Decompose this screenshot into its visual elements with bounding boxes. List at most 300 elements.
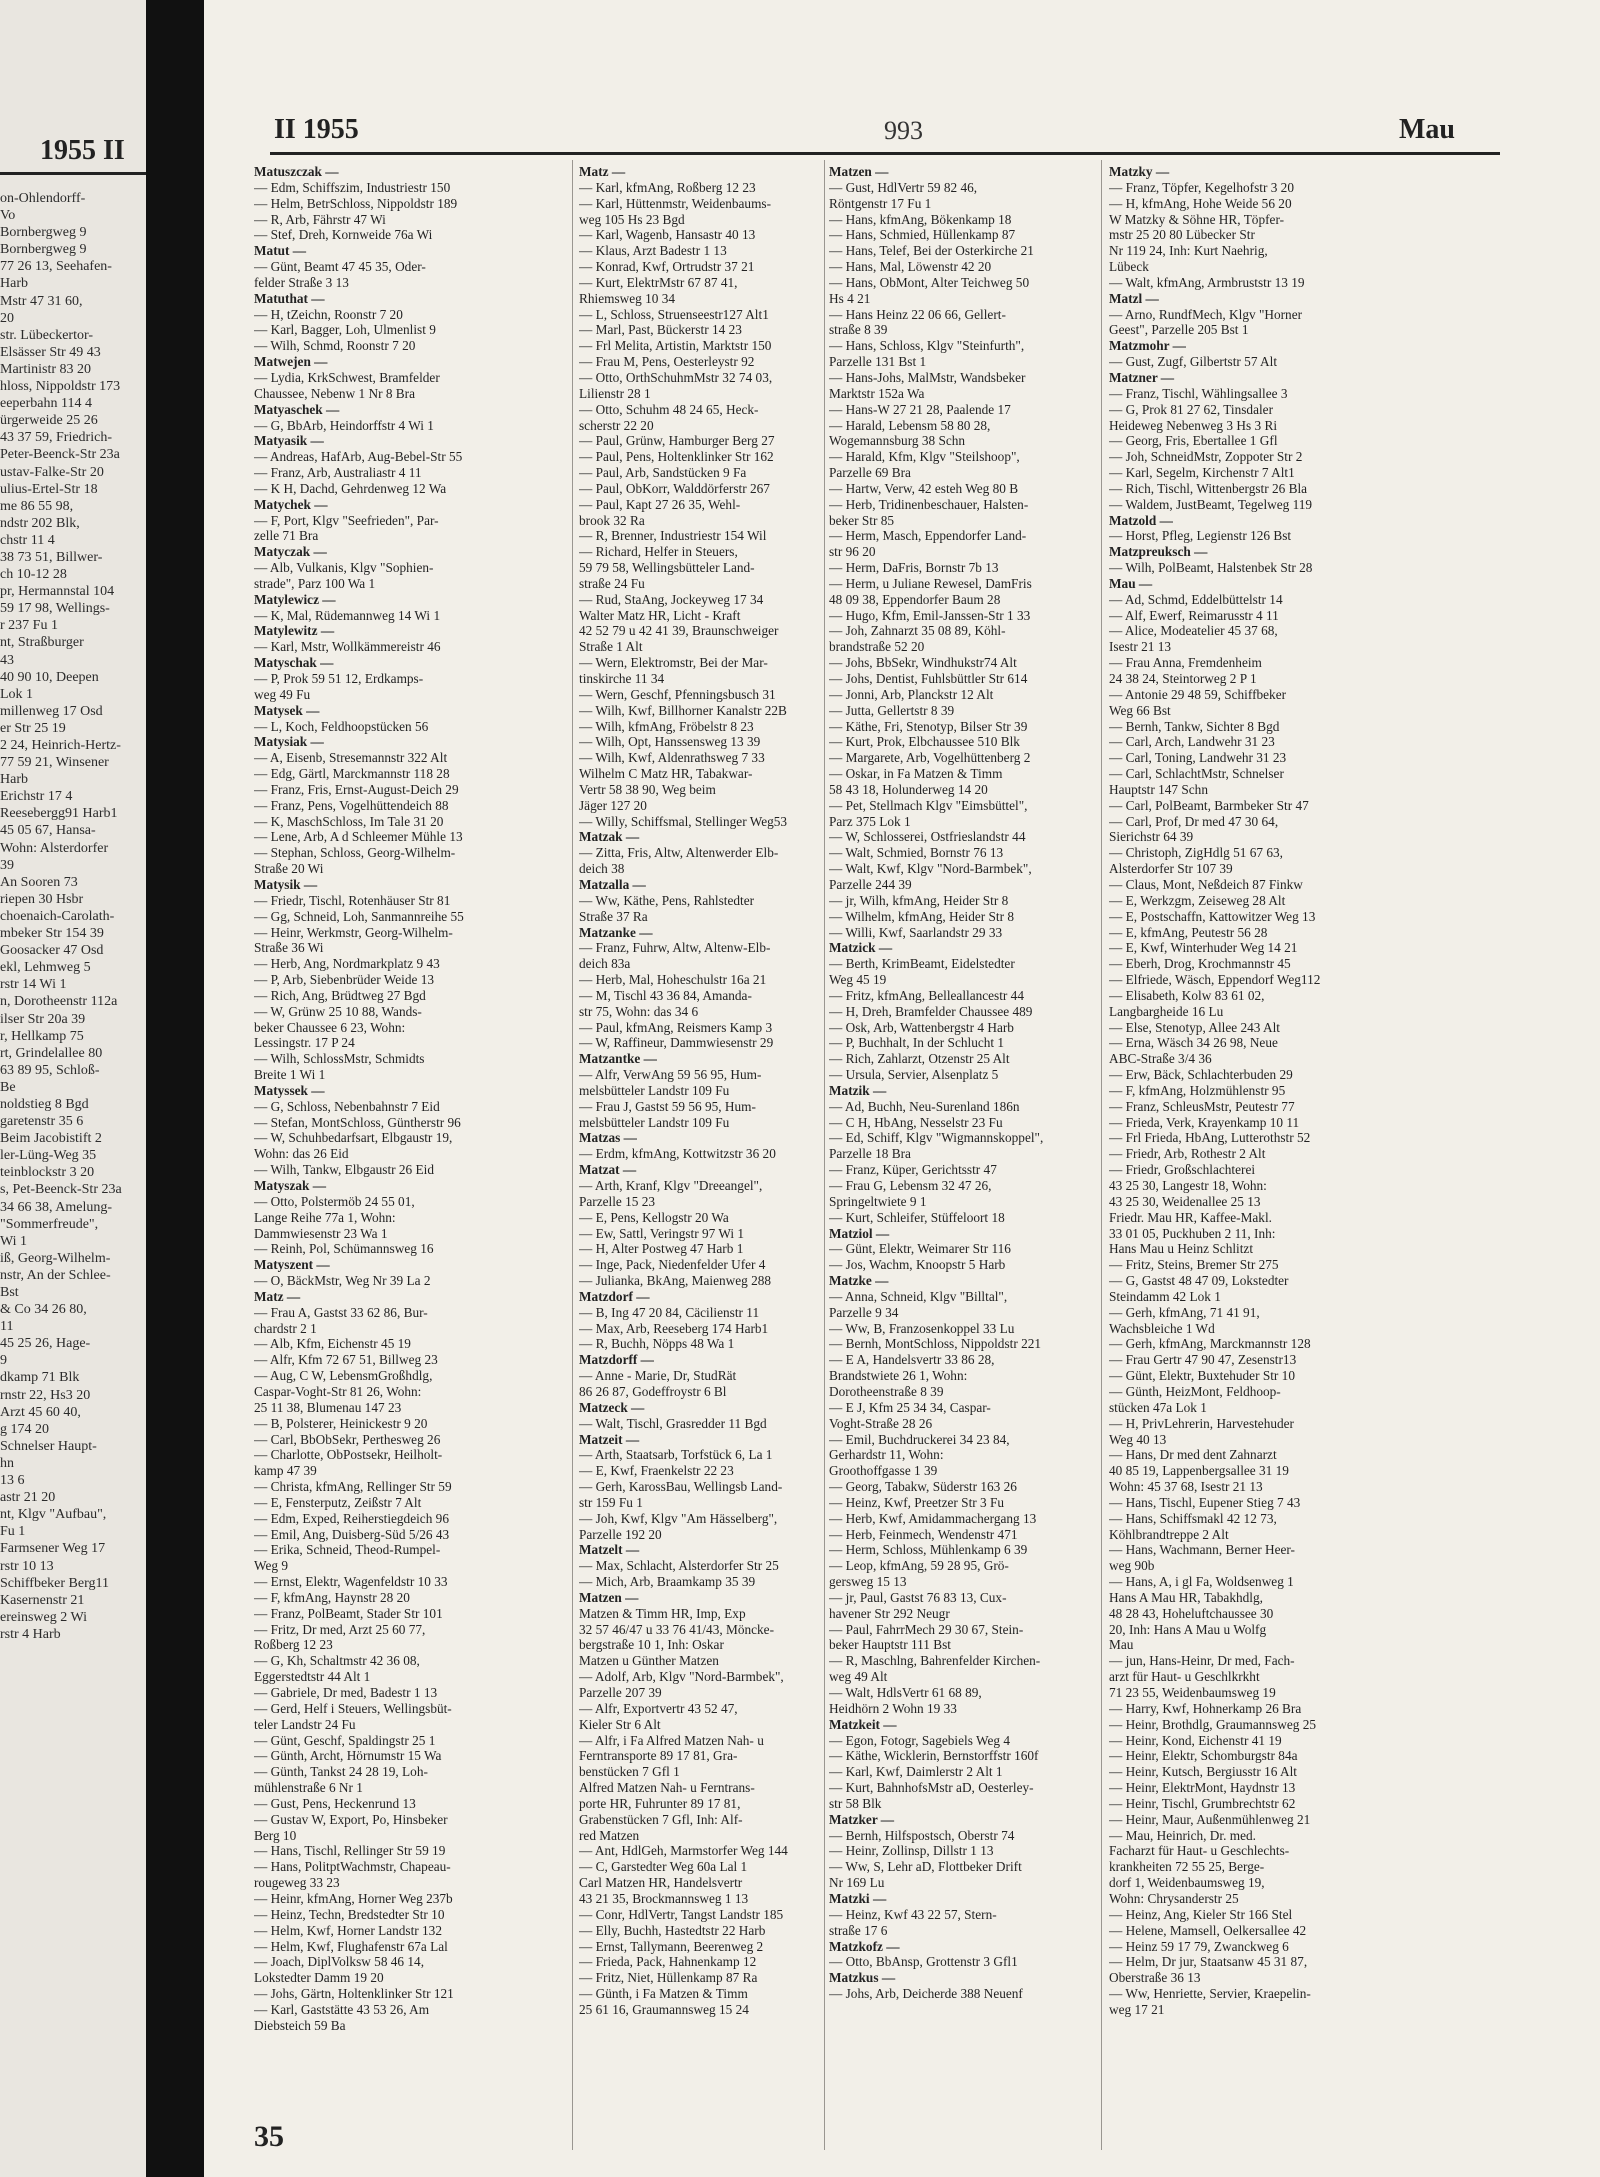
surname-heading: Matyczak — (254, 544, 327, 560)
directory-entry-line: — Günth, Archt, Hörnumstr 15 Wa (254, 1748, 442, 1764)
left-page-line: Vo (0, 208, 16, 224)
directory-entry-line: — Leop, kfmAng, 59 28 95, Grö- (829, 1558, 1009, 1574)
directory-entry-line: — Horst, Pfleg, Legienstr 126 Bst (1109, 528, 1292, 544)
directory-entry-line: — Else, Stenotyp, Allee 243 Alt (1109, 1019, 1281, 1035)
directory-entry-line: — Richard, Helfer in Steuers, (579, 544, 738, 560)
directory-entry-line: zelle 71 Bra (254, 528, 319, 544)
directory-entry-line: — Charlotte, ObPostsekr, Heilholt- (254, 1447, 443, 1463)
left-page-line: Harb (0, 276, 28, 292)
directory-entry-line: — Franz, Töpfer, Kegelhofstr 3 20 (1109, 179, 1294, 195)
directory-entry-line: — Harry, Kwf, Hohnerkamp 26 Bra (1109, 1700, 1302, 1716)
surname-heading: Matzki — (829, 1890, 887, 1906)
surname-heading: Matzat — (579, 1162, 637, 1178)
directory-entry-line: — Ant, HdlGeh, Marmstorfer Weg 144 (579, 1843, 788, 1859)
directory-entry-line: Parzelle 9 34 (829, 1304, 899, 1320)
directory-entry-line: — Otto, Polstermöb 24 55 01, (254, 1193, 415, 1209)
directory-page (204, 0, 1600, 2177)
directory-entry-line: — Bernh, MontSchloss, Nippoldstr 221 (829, 1336, 1042, 1352)
left-page-line: nt, Klgv "Aufbau", (0, 1507, 107, 1523)
directory-entry-line: W Matzky & Söhne HR, Töpfer- (1109, 211, 1285, 227)
directory-entry-line: Straße 1 Alt (579, 639, 643, 655)
left-page-line: Bst (0, 1285, 19, 1300)
surname-heading: Matzkeit — (829, 1716, 897, 1732)
directory-entry-line: — Wilh, Tankw, Elbgaustr 26 Eid (254, 1162, 434, 1178)
directory-entry-line: Ferntransporte 89 17 81, Gra- (579, 1748, 738, 1764)
directory-entry-line: — Wilh, Opt, Hanssensweg 13 39 (579, 734, 761, 750)
directory-entry-line: — Arno, RundfMech, Klgv "Horner (1109, 306, 1303, 322)
directory-entry-line: Marktstr 152a Wa (829, 385, 925, 401)
directory-entry-line: — Hans, Schloss, Klgv "Steinfurth", (829, 338, 1025, 354)
directory-entry-line: — Joh, Zahnarzt 35 08 89, Köhl- (829, 623, 1006, 639)
directory-entry-line: — G, Prok 81 27 62, Tinsdaler (1109, 401, 1274, 417)
directory-entry-line: — Alfr, Kfm 72 67 51, Billweg 23 (254, 1352, 438, 1368)
directory-entry-line: beker Hauptstr 111 Bst (829, 1637, 951, 1653)
left-page-fragment (0, 0, 146, 2177)
left-page-line: pr, Hermannstal 104 (0, 584, 115, 600)
directory-entry-line: — Hans, Schiffsmakl 42 12 73, (1109, 1510, 1277, 1526)
directory-entry-line: — Reinh, Pol, Schümannsweg 16 (254, 1241, 434, 1257)
left-page-line: dkamp 71 Blk (0, 1370, 80, 1386)
directory-entry-line: Oberstraße 36 13 (1109, 1970, 1201, 1986)
directory-entry-line: — M, Tischl 43 36 84, Amanda- (579, 987, 752, 1003)
directory-entry-line: — Fritz, kfmAng, Belleallancestr 44 (829, 987, 1024, 1003)
surname-heading: Matzak — (579, 829, 640, 845)
directory-entry-line: — Gerh, kfmAng, 71 41 91, (1109, 1304, 1260, 1320)
directory-entry-line: — Herm, Masch, Eppendorfer Land- (829, 528, 1027, 544)
page-year: II 1955 (274, 114, 359, 145)
directory-entry-line: — Adolf, Arb, Klgv "Nord-Barmbek", (579, 1669, 784, 1685)
directory-entry-line: Lange Reihe 77a 1, Wohn: (254, 1209, 396, 1225)
directory-entry-line: — Andreas, HafArb, Aug-Bebel-Str 55 (254, 449, 463, 465)
surname-heading: Matzen — (829, 164, 889, 179)
left-page-line: 45 05 67, Hansa- (0, 823, 96, 839)
directory-entry-line: — E, Postschaffn, Kattowitzer Weg 13 (1109, 908, 1316, 924)
left-page-line: 45 25 26, Hage- (0, 1336, 91, 1352)
directory-entry-line: — Wilh, Kwf, Billhorner Kanalstr 22B (579, 702, 787, 718)
directory-entry-line: — Heinz, Kwf, Preetzer Str 3 Fu (829, 1494, 1005, 1510)
directory-entry-line: — Bernh, Hilfspostsch, Oberstr 74 (829, 1827, 1015, 1843)
left-page-line: r, Hellkamp 75 (0, 1028, 84, 1044)
surname-heading: Matysek — (254, 702, 320, 718)
directory-entry-line: Wohn: Chrysanderstr 25 (1109, 1890, 1239, 1906)
directory-entry-line: — Erna, Wäsch 34 26 98, Neue (1109, 1035, 1278, 1051)
directory-entry-line: — Helm, Kwf, Flughafenstr 67a Lal (254, 1938, 448, 1954)
left-page-line: hloss, Nippoldstr 173 (0, 379, 121, 395)
left-page-line: "Sommerfreude", (0, 1216, 99, 1232)
directory-entry-line: — Gg, Schneid, Loh, Sanmannreihe 55 (254, 908, 464, 924)
directory-entry-line: — Herm, u Juliane Rewesel, DamFris (829, 575, 1032, 591)
surname-heading: Matyaschek — (254, 401, 340, 417)
directory-entry-line: straße 8 39 (829, 322, 888, 338)
directory-entry-line: — Alb, Vulkanis, Klgv "Sophien- (254, 560, 434, 576)
directory-entry-line: — Mau, Heinrich, Dr. med. (1109, 1827, 1256, 1843)
surname-heading: Matz — (579, 164, 626, 179)
directory-entry-line: — F, kfmAng, Holzmühlenstr 95 (1109, 1082, 1286, 1098)
left-page-lines (0, 190, 146, 1643)
directory-entry-line: — Otto, Schuhm 48 24 65, Heck- (579, 401, 759, 417)
directory-entry-line: Kieler Str 6 Alt (579, 1716, 661, 1732)
directory-entry-line: — Inge, Pack, Niedenfelder Ufer 4 (579, 1257, 766, 1273)
directory-entry-line: — Gabriele, Dr med, Badestr 1 13 (254, 1685, 438, 1700)
directory-entry-line: — Johs, Arb, Deicherde 388 Neuenf (829, 1986, 1023, 2002)
left-page-line: 9 (0, 1353, 7, 1369)
left-page-line: Wi 1 (0, 1233, 28, 1249)
surname-heading: Matzeck — (579, 1399, 645, 1415)
directory-entry-line: — Eberh, Drog, Krochmannstr 45 (1109, 956, 1291, 972)
directory-entry-line: weg 49 Alt (829, 1669, 888, 1685)
left-page-line: 63 89 95, Schloß- (0, 1062, 100, 1078)
directory-entry-line: — Günth, HeizMont, Feldhoop- (1109, 1383, 1281, 1399)
directory-entry-line: — Paul, FahrrMech 29 30 67, Stein- (829, 1621, 1024, 1637)
directory-entry-line: deich 38 (579, 861, 625, 877)
directory-entry-line: 25 11 38, Blumenau 147 23 (254, 1399, 402, 1415)
directory-entry-line: — O, BäckMstr, Weg Nr 39 La 2 (254, 1273, 431, 1289)
directory-entry-line: Heideweg Nebenweg 3 Hs 3 Ri (1109, 417, 1278, 433)
directory-entry-line: Parz 375 Lok 1 (829, 813, 911, 829)
directory-entry-line: — Frl Frieda, HbAng, Lutterothstr 52 (1109, 1130, 1311, 1146)
directory-entry-line: tinskirche 11 34 (579, 671, 665, 686)
directory-entry-line: rougeweg 33 23 (254, 1875, 340, 1891)
directory-entry-line: Vertr 58 38 90, Weg beim (579, 781, 716, 797)
directory-entry-line: 32 57 46/47 u 33 76 41/43, Möncke- (579, 1621, 775, 1637)
directory-entry-line: — Walt, Tischl, Grasredder 11 Bgd (579, 1415, 767, 1431)
directory-entry-line: — Hans, Schmied, Hüllenkamp 87 (829, 227, 1016, 243)
left-page-line: Harb (0, 772, 28, 788)
directory-entry-line: — R, Buchh, Nöpps 48 Wa 1 (579, 1336, 735, 1352)
left-page-line: ekl, Lehmweg 5 (0, 960, 91, 976)
directory-entry-line: — Arth, Kranf, Klgv "Dreeangel", (579, 1178, 763, 1193)
directory-entry-line: — Kurt, Schleifer, Stüffeloort 18 (829, 1209, 1005, 1225)
directory-entry-line: — Carl, SchlachtMstr, Schnelser (1109, 766, 1284, 782)
directory-entry-line: — Klaus, Arzt Badestr 1 13 (579, 243, 727, 259)
directory-entry-line: mstr 25 20 80 Lübecker Str (1109, 227, 1255, 243)
directory-entry-line: — Käthe, Wicklerin, Bernstorffstr 160f (829, 1748, 1039, 1764)
directory-entry-line: 24 38 24, Steintorweg 2 P 1 (1109, 671, 1257, 686)
directory-entry-line: — Ad, Buchh, Neu-Surenland 186n (829, 1098, 1020, 1114)
directory-entry-line: — K, Mal, Rüdemannweg 14 Wi 1 (254, 607, 441, 623)
directory-entry-line: — Ursula, Servier, Alsenplatz 5 (829, 1067, 999, 1083)
directory-entry-line: teler Landstr 24 Fu (254, 1716, 356, 1732)
directory-entry-line: — W, Grünw 25 10 88, Wands- (254, 1003, 422, 1019)
directory-entry-line: — E J, Kfm 25 34 34, Caspar- (829, 1399, 991, 1415)
directory-entry-line: — Stefan, MontSchloss, Güntherstr 96 (254, 1114, 461, 1130)
directory-entry-line: — Franz, SchleusMstr, Peutestr 77 (1109, 1098, 1295, 1114)
directory-entry-line: — Wilh, SchlossMstr, Schmidts (254, 1051, 425, 1067)
directory-entry-line: Parzelle 69 Bra (829, 465, 911, 481)
directory-entry-line: — Paul, kfmAng, Reismers Kamp 3 (579, 1019, 773, 1035)
directory-entry-line: — Max, Arb, Reeseberg 174 Harb1 (579, 1320, 769, 1336)
directory-entry-line: — Karl, Mstr, Wollkämmereistr 46 (254, 639, 441, 655)
directory-entry-line: — Elisabeth, Kolw 83 61 02, (1109, 987, 1265, 1003)
directory-entry-line: — Joach, DiplVolksw 58 46 14, (254, 1954, 425, 1970)
surname-heading: Matzdorf — (579, 1288, 650, 1304)
surname-heading: Matz — (254, 1288, 301, 1304)
directory-entry-line: strade", Parz 100 Wa 1 (254, 575, 376, 591)
surname-heading: Mau — (1109, 575, 1153, 591)
directory-entry-line: — Frau J, Gastst 59 56 95, Hum- (579, 1098, 756, 1114)
directory-entry-line: — Rich, Ang, Brüdtweg 27 Bgd (254, 987, 426, 1003)
column-divider (1101, 160, 1102, 2150)
directory-entry-line: — Günt, Elektr, Buxtehuder Str 10 (1109, 1368, 1295, 1384)
directory-entry-line: Parzelle 207 39 (579, 1685, 662, 1700)
left-page-line: ch 10-12 28 (0, 567, 67, 583)
directory-entry-line: — Walt, kfmAng, Armbruststr 13 19 (1109, 274, 1305, 290)
directory-entry-line: straße 17 6 (829, 1922, 888, 1938)
directory-entry-line: — Jos, Wachm, Knoopstr 5 Harb (829, 1257, 1006, 1273)
directory-entry-line: — G, BbArb, Heindorffstr 4 Wi 1 (254, 417, 434, 433)
directory-entry-line: — H, kfmAng, Hohe Weide 56 20 (1109, 195, 1292, 211)
directory-entry-line: — Lene, Arb, A d Schleemer Mühle 13 (254, 829, 463, 845)
left-page-line: choenaich-Carolath- (0, 908, 115, 924)
left-page-line: str. Lübeckertor- (0, 327, 94, 343)
directory-entry-line: — B, Ing 47 20 84, Cäcilienstr 11 (579, 1304, 760, 1320)
left-page-line: Mstr 47 31 60, (0, 293, 83, 309)
left-page-line: nstr, An der Schlee- (0, 1267, 111, 1283)
directory-entry-line: — Alfr, i Fa Alfred Matzen Nah- u (579, 1732, 764, 1748)
directory-entry-line: 48 09 38, Eppendorfer Baum 28 (829, 591, 1001, 607)
directory-entry-line: — K H, Dachd, Gehrdenweg 12 Wa (254, 480, 447, 496)
directory-entry-line: — Johs, Dentist, Fuhlsbüttler Str 614 (829, 671, 1028, 686)
directory-entry-line: — Elly, Buchh, Hastedtstr 22 Harb (579, 1922, 766, 1938)
directory-entry-line: Geest", Parzelle 205 Bst 1 (1109, 322, 1249, 338)
left-page-line: hn (0, 1455, 14, 1471)
directory-entry-line: str 58 Blk (829, 1795, 882, 1811)
left-page-line: 2 24, Heinrich-Hertz- (0, 738, 121, 753)
left-page-line: garetenstr 35 6 (0, 1114, 84, 1130)
surname-heading: Matychek — (254, 496, 328, 512)
directory-entry-line: — W, Schuhbedarfsart, Elbgaustr 19, (254, 1130, 453, 1146)
directory-entry-line: scherstr 22 20 (579, 417, 654, 433)
directory-entry-line: — E, Kwf, Winterhuder Weg 14 21 (1109, 940, 1298, 956)
directory-entry-line: — R, Maschlng, Bahrenfelder Kirchen- (829, 1653, 1041, 1669)
directory-entry-line: — Karl, Kwf, Daimlerstr 2 Alt 1 (829, 1764, 1003, 1780)
directory-entry-line: 42 52 79 u 42 41 39, Braunschweiger (579, 623, 779, 639)
directory-entry-line: — Carl, PolBeamt, Barmbeker Str 47 (1109, 797, 1309, 813)
directory-entry-line: — Heinz, Techn, Bredstedter Str 10 (254, 1906, 445, 1922)
left-page-line: 40 90 10, Deepen (0, 669, 99, 685)
directory-entry-line: — Anna, Schneid, Klgv "Billtal", (829, 1288, 1008, 1304)
directory-entry-line: — Hans, Wachmann, Berner Heer- (1109, 1542, 1295, 1558)
directory-entry-line: Steindamm 42 Lok 1 (1109, 1288, 1221, 1304)
directory-entry-line: — Harald, Kfm, Klgv "Steilshoop", (829, 449, 1020, 465)
surname-heading: Matzky — (1109, 164, 1170, 179)
directory-entry-line: — Hans, Mal, Löwenstr 42 20 (829, 259, 992, 275)
surname-heading: Matzanke — (579, 924, 653, 940)
surname-heading: Matzik — (829, 1082, 887, 1098)
directory-entry-line: Parzelle 18 Bra (829, 1146, 911, 1162)
directory-entry-line: — Johs, Gärtn, Holtenklinker Str 121 (254, 1986, 454, 2002)
directory-entry-line: — Karl, Wagenb, Hansastr 40 13 (579, 227, 756, 243)
directory-entry-line: Weg 45 19 (829, 972, 887, 988)
directory-entry-line: arzt für Haut- u Geschlkrkht (1109, 1669, 1260, 1685)
directory-entry-line: Gerhardstr 11, Wohn: (829, 1447, 944, 1463)
directory-entry-line: — Frau Anna, Fremdenheim (1109, 655, 1262, 671)
directory-entry-line: — Ww, Henriette, Servier, Kraepelin- (1109, 1986, 1311, 2002)
directory-entry-line: ABC-Straße 3/4 36 (1109, 1051, 1212, 1067)
directory-entry-line: — G, Gastst 48 47 09, Lokstedter (1109, 1273, 1289, 1289)
directory-entry-line: — Christa, kfmAng, Rellinger Str 59 (254, 1479, 452, 1495)
directory-entry-line: Facharzt für Haut- u Geschlechts- (1109, 1843, 1290, 1859)
directory-entry-line: — Kurt, BahnhofsMstr aD, Oesterley- (829, 1780, 1034, 1796)
surname-heading: Matzdorff — (579, 1352, 654, 1368)
left-page-line: rt, Grindelallee 80 (0, 1045, 103, 1061)
left-page-line: 77 59 21, Winsener (0, 755, 109, 771)
left-page-line: 59 17 98, Wellings- (0, 601, 110, 617)
directory-entry-line: — Herb, Kwf, Amidammachergang 13 (829, 1510, 1037, 1526)
directory-entry-line: — Franz, Küper, Gerichtsstr 47 (829, 1162, 997, 1178)
directory-entry-line: melsbütteler Landstr 109 Fu (579, 1082, 730, 1098)
directory-entry-line: — E, Kwf, Fraenkelstr 22 23 (579, 1463, 734, 1479)
directory-entry-line: Walter Matz HR, Licht - Kraft (579, 607, 741, 623)
directory-entry-line: — R, Arb, Fährstr 47 Wi (254, 211, 386, 227)
directory-entry-line: Mau (1109, 1637, 1134, 1653)
directory-entry-line: red Matzen (579, 1827, 640, 1843)
left-page-line: n, Dorotheenstr 112a (0, 994, 118, 1010)
directory-entry-line: 86 26 87, Godeffroystr 6 Bl (579, 1383, 727, 1399)
directory-entry-line: deich 83a (579, 956, 631, 972)
directory-entry-line: — Willy, Schiffsmal, Stellinger Weg53 (579, 813, 788, 829)
directory-entry-line: str 96 20 (829, 544, 876, 560)
directory-entry-line: — Max, Schlacht, Alsterdorfer Str 25 (579, 1558, 779, 1574)
directory-entry-line: — Hans, Telef, Bei der Osterkirche 21 (829, 243, 1034, 259)
directory-entry-line: — Ww, S, Lehr aD, Flottbeker Drift (829, 1859, 1022, 1875)
left-page-line: 20 (0, 310, 14, 326)
directory-entry-line: — Hartw, Verw, 42 esteh Weg 80 B (829, 480, 1019, 496)
directory-entry-line: chardstr 2 1 (254, 1320, 317, 1336)
directory-entry-line: — Carl, Arch, Landwehr 31 23 (1109, 734, 1275, 750)
directory-entry-line: — Frau M, Pens, Oesterleystr 92 (579, 354, 755, 370)
directory-entry-line: — Egon, Fotogr, Sagebiels Weg 4 (829, 1732, 1010, 1748)
directory-entry-line: — Fritz, Dr med, Arzt 25 60 77, (254, 1621, 426, 1637)
left-page-line: s, Pet-Beenck-Str 23a (0, 1182, 122, 1198)
left-page-line: 13 6 (0, 1473, 25, 1489)
directory-entry-line: — Marl, Past, Bückerstr 14 23 (579, 322, 742, 338)
directory-entry-line: kamp 47 39 (254, 1463, 317, 1479)
directory-entry-line: — G, Schloss, Nebenbahnstr 7 Eid (254, 1098, 440, 1114)
directory-entry-line: — Emil, Buchdruckerei 34 23 84, (829, 1431, 1010, 1447)
left-page-line: 43 37 59, Friedrich- (0, 430, 112, 446)
directory-entry-line: — Helm, BetrSchloss, Nippoldstr 189 (254, 195, 458, 211)
directory-entry-line: — Heinr, Zollinsp, Dillstr 1 13 (829, 1843, 994, 1859)
directory-entry-line: krankheiten 72 55 25, Berge- (1109, 1859, 1265, 1875)
directory-entry-line: — Alf, Ewerf, Reimarusstr 4 11 (1109, 607, 1279, 623)
directory-entry-line: — E, Fensterputz, Zeißstr 7 Alt (254, 1494, 422, 1510)
directory-entry-line: 71 23 55, Weidenbaumsweg 19 (1109, 1685, 1276, 1700)
left-page-line: rstr 4 Harb (0, 1626, 61, 1642)
left-page-line: ereinsweg 2 Wi (0, 1609, 88, 1625)
directory-entry-line: — Ed, Schiff, Klgv "Wigmannskoppel", (829, 1130, 1044, 1146)
left-page-line: 11 (0, 1319, 14, 1335)
directory-entry-line: — Günt, Beamt 47 45 35, Oder- (254, 259, 426, 275)
directory-entry-line: — jr, Paul, Gastst 76 83 13, Cux- (829, 1589, 1007, 1605)
surname-heading: Matzeit — (579, 1431, 640, 1447)
directory-entry-line: — Fritz, Steins, Bremer Str 275 (1109, 1257, 1279, 1273)
directory-entry-line: — Wern, Elektromstr, Bei der Mar- (579, 655, 768, 671)
directory-entry-line: — Herb, Feinmech, Wendenstr 471 (829, 1526, 1018, 1542)
directory-entry-line: 43 25 30, Weidenallee 25 13 (1109, 1193, 1261, 1209)
left-page-line: 43 (0, 652, 14, 668)
surname-heading: Matut — (254, 243, 307, 259)
left-page-line: Reesebergg91 Harb1 (0, 806, 118, 822)
directory-entry-line: — Stephan, Schloss, Georg-Wilhelm- (254, 845, 456, 861)
directory-entry-line: — Franz, Arb, Australiastr 4 11 (254, 465, 422, 481)
directory-entry-line: — Rich, Tischl, Wittenbergstr 26 Bla (1109, 480, 1308, 496)
directory-entry-line: — Paul, Pens, Holtenklinker Str 162 (579, 449, 774, 465)
directory-entry-line: — G, Kh, Schaltmstr 42 36 08, (254, 1653, 420, 1669)
left-page-line: g 174 20 (0, 1421, 49, 1437)
directory-entry-line: havener Str 292 Neugr (829, 1605, 950, 1621)
directory-entry-line: — Gust, HdlVertr 59 82 46, (829, 179, 978, 195)
directory-entry-line: Chaussee, Nebenw 1 Nr 8 Bra (254, 385, 415, 401)
directory-entry-line: Caspar-Voght-Str 81 26, Wohn: (254, 1383, 422, 1399)
left-page-line: ler-Lüng-Weg 35 (0, 1148, 97, 1164)
directory-entry-line: Parzelle 15 23 (579, 1193, 656, 1209)
directory-entry-line: 58 43 18, Holunderweg 14 20 (829, 781, 988, 797)
directory-entry-line: — Wilh, Kwf, Aldenrathsweg 7 33 (579, 750, 765, 766)
directory-entry-line: — Heinz 59 17 79, Zwanckweg 6 (1109, 1938, 1289, 1954)
directory-entry-line: — F, kfmAng, Haynstr 28 20 (254, 1589, 410, 1605)
directory-entry-line: — Elfriede, Wäsch, Eppendorf Weg112 (1109, 972, 1321, 988)
directory-entry-line: Röntgenstr 17 Fu 1 (829, 195, 932, 211)
directory-entry-line: — Frl Melita, Artistin, Marktstr 150 (579, 338, 772, 354)
directory-entry-line: — Walt, Kwf, Klgv "Nord-Barmbek", (829, 861, 1032, 877)
surname-heading: Matzke — (829, 1273, 889, 1289)
directory-entry-line: — Carl, BbObSekr, Perthesweg 26 (254, 1431, 441, 1447)
directory-entry-line: brandstraße 52 20 (829, 639, 925, 655)
left-page-line: Lok 1 (0, 686, 34, 702)
directory-entry-line: Parzelle 131 Bst 1 (829, 354, 927, 370)
surname-heading: Matzker — (829, 1811, 895, 1827)
directory-entry-line: Heidhörn 2 Wohn 19 33 (829, 1700, 957, 1716)
directory-entry-line: — Paul, ObKorr, Walddörferstr 267 (579, 480, 770, 496)
left-page-line: Be (0, 1079, 16, 1095)
directory-entry-line: — Helm, Kwf, Horner Landstr 132 (254, 1922, 442, 1938)
directory-entry-line: beker Str 85 (829, 512, 894, 528)
footer-number: 35 (254, 2120, 284, 2153)
left-page-line: 39 (0, 857, 14, 873)
directory-entry-line: Weg 66 Bst (1109, 702, 1171, 718)
surname-heading: Matzkofz — (829, 1938, 900, 1954)
left-page-line: astr 21 20 (0, 1490, 56, 1506)
column-3 (829, 164, 1089, 2002)
directory-entry-line: — Otto, BbAnsp, Grottenstr 3 Gfl1 (829, 1954, 1018, 1970)
directory-entry-line: Jäger 127 20 (579, 797, 647, 813)
directory-entry-line: Wohn: das 26 Eid (254, 1146, 349, 1162)
directory-entry-line: str 75, Wohn: das 34 6 (579, 1003, 699, 1019)
directory-entry-line: — Ad, Schmd, Eddelbüttelstr 14 (1109, 591, 1283, 607)
directory-entry-line: — L, Schloss, Struenseestr127 Alt1 (579, 306, 769, 322)
directory-entry-line: — Margarete, Arb, Vogelhüttenberg 2 (829, 750, 1031, 766)
directory-entry-line: — Gust, Pens, Heckenrund 13 (254, 1795, 416, 1811)
directory-entry-line: — Paul, Kapt 27 26 35, Wehl- (579, 496, 741, 512)
directory-entry-line: 25 61 16, Graumannsweg 15 24 (579, 2001, 749, 2017)
book-gutter (146, 0, 204, 2177)
directory-entry-line: — Jonni, Arb, Planckstr 12 Alt (829, 686, 994, 702)
directory-entry-line: Breite 1 Wi 1 (254, 1067, 326, 1083)
directory-entry-line: — Karl, Hüttenmstr, Weidenbaums- (579, 195, 772, 211)
directory-entry-line: Langbargheide 16 Lu (1109, 1003, 1224, 1019)
directory-entry-line: Hans A Mau HR, Tabakhdlg, (1109, 1589, 1263, 1605)
directory-entry-line: Wachsbleiche 1 Wd (1109, 1320, 1215, 1336)
directory-entry-line: — Jutta, Gellertstr 8 39 (829, 702, 955, 718)
directory-entry-line: — Franz, PolBeamt, Stader Str 101 (254, 1605, 443, 1621)
directory-entry-line: Nr 169 Lu (829, 1875, 885, 1891)
left-page-line: ilser Str 20a 39 (0, 1011, 86, 1027)
left-page-line: ürgerweide 25 26 (0, 413, 98, 429)
surname-heading: Matzantke — (579, 1051, 657, 1067)
directory-entry-line: — Franz, Pens, Vogelhüttendeich 88 (254, 797, 449, 813)
surname-heading: Matyssek — (254, 1082, 325, 1098)
